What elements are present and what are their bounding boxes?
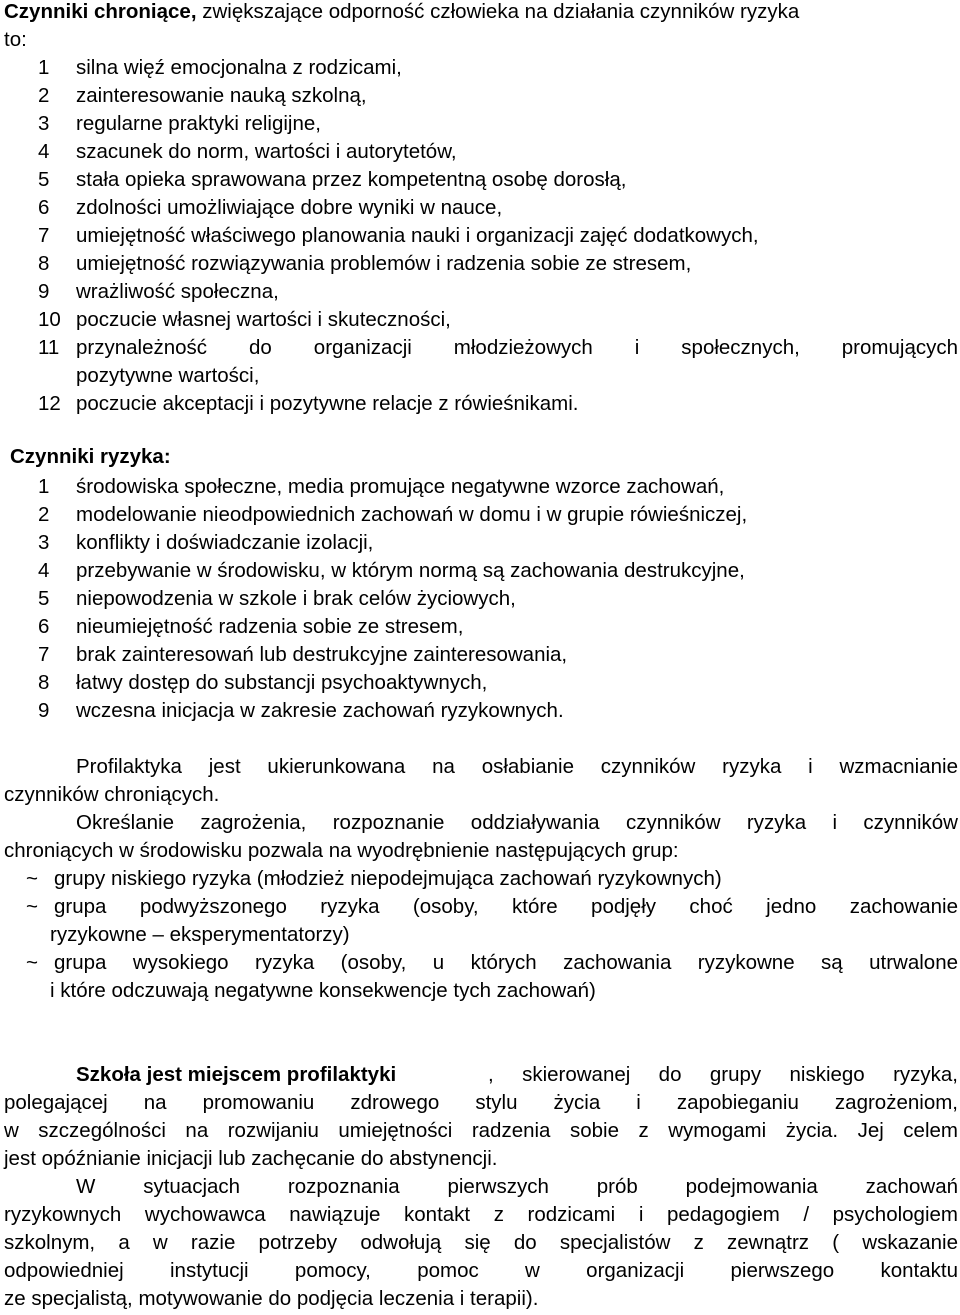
protective-item-text: zainteresowanie nauką szkolną,	[76, 84, 367, 107]
protective-item-number: 7	[38, 224, 50, 247]
risk-item-text: nieumiejętność radzenia sobie ze stresem,	[76, 615, 464, 638]
protective-item-number: 3	[38, 112, 50, 135]
protective-item-text: umiejętność rozwiązywania problemów i radzenia sobie ze stresem,	[76, 252, 692, 275]
protective-item-text: zdolności umożliwiające dobre wyniki w nauce,	[76, 196, 503, 219]
school-line1-rest: , skierowanej do grupy niskiego ryzyka,	[488, 1063, 958, 1086]
school-line4: jest opóźnianie inicjacji lub zachęcanie do abstynencji.	[4, 1147, 498, 1170]
protective-item-number: 4	[38, 140, 50, 163]
protective-heading	[4, 0, 799, 26]
protective-item-number: 10	[38, 308, 61, 331]
risk-item-number: 6	[38, 615, 50, 638]
protective-heading-rest: zwiększające odporność człowieka na działania czynników ryzyka	[196, 0, 800, 23]
protective-item-text: regularne praktyki religijne,	[76, 112, 321, 135]
prophylaxis-p1-line1: Profilaktyka jest ukierunkowana na osłabianie czynników ryzyka i wzmacnianie	[76, 755, 958, 778]
protective-item-text: wrażliwość społeczna,	[76, 280, 279, 303]
protective-heading-cont: to:	[4, 28, 27, 51]
risk-item-number: 5	[38, 587, 50, 610]
risk-item-number: 2	[38, 503, 50, 526]
risk-heading: Czynniki ryzyka:	[10, 445, 171, 468]
group-elevated-risk-cont: ryzykowne – eksperymentatorzy)	[50, 923, 350, 946]
protective-item-number: 1	[38, 56, 50, 79]
school-line3: w szczególności na rozwijaniu umiejętności radzenia sobie z wymogami życia. Jej celem	[4, 1119, 958, 1142]
prophylaxis-p2-line1: Określanie zagrożenia, rozpoznanie oddziaływania czynników ryzyka i czynników	[76, 811, 958, 834]
protective-item-text: stała opieka sprawowana przez kompetentną osobę dorosłą,	[76, 168, 627, 191]
risk-item-text: przebywanie w środowisku, w którym normą są zachowania destrukcyjne,	[76, 559, 745, 582]
group-low-risk: grupy niskiego ryzyka (młodzież niepodejmująca zachowań ryzykownych)	[54, 867, 722, 890]
protective-item-text: szacunek do norm, wartości i autorytetów,	[76, 140, 457, 163]
prophylaxis-p2-line2: chroniących w środowisku pozwala na wyodrębnienie następujących grup:	[4, 839, 679, 862]
school-p2-line2: ryzykownych wychowawca nawiązuje kontakt z rodzicami i pedagogiem / psychologiem	[4, 1203, 958, 1226]
risk-item-text: brak zainteresowań lub destrukcyjne zainteresowania,	[76, 643, 568, 666]
risk-item-number: 7	[38, 643, 50, 666]
risk-item-text: modelowanie nieodpowiednich zachowań w domu i w grupie rówieśniczej,	[76, 503, 748, 526]
risk-item-text: środowiska społeczne, media promujące negatywne wzorce zachowań,	[76, 475, 725, 498]
school-line2: polegającej na promowaniu zdrowego stylu życia i zapobieganiu zagrożeniom,	[4, 1091, 958, 1114]
risk-item-number: 1	[38, 475, 50, 498]
protective-heading-bold: Czynniki chroniące,	[4, 0, 197, 23]
risk-item-text: konflikty i doświadczanie izolacji,	[76, 531, 374, 554]
risk-item-number: 8	[38, 671, 50, 694]
protective-item-text-cont: pozytywne wartości,	[76, 364, 260, 387]
school-p2-line1: W sytuacjach rozpoznania pierwszych prób podejmowania zachowań	[76, 1175, 958, 1198]
protective-item-text: umiejętność właściwego planowania nauki i organizacji zajęć dodatkowych,	[76, 224, 759, 247]
school-line1	[76, 1061, 958, 1089]
risk-item-number: 4	[38, 559, 50, 582]
group-mark: ~	[26, 951, 38, 974]
protective-item-number: 5	[38, 168, 50, 191]
school-p2-line4: odpowiedniej instytucji pomocy, pomoc w organizacji pierwszego kontaktu	[4, 1259, 958, 1282]
group-elevated-risk: grupa podwyższonego ryzyka (osoby, które podjęły choć jedno zachowanie	[54, 895, 958, 918]
group-mark: ~	[26, 895, 38, 918]
risk-item-number: 3	[38, 531, 50, 554]
risk-item-text: niepowodzenia w szkole i brak celów życiowych,	[76, 587, 516, 610]
school-p2-line3: szkolnym, a w razie potrzeby odwołują się do specjalistów z zewnątrz ( wskazanie	[4, 1231, 958, 1254]
protective-item-text: silna więź emocjonalna z rodzicami,	[76, 56, 402, 79]
protective-item-number: 2	[38, 84, 50, 107]
group-high-risk: grupa wysokiego ryzyka (osoby, u których zachowania ryzykowne są utrwalone	[54, 951, 958, 974]
protective-item-number: 8	[38, 252, 50, 275]
protective-item-text: poczucie akceptacji i pozytywne relacje z rówieśnikami.	[76, 392, 579, 415]
protective-item-number: 12	[38, 392, 61, 415]
protective-item-text: przynależność do organizacji młodzieżowych i społecznych, promujących	[76, 336, 958, 359]
protective-item-number: 6	[38, 196, 50, 219]
school-p2-line5: ze specjalistą, motywowanie do podjęcia leczenia i terapii).	[4, 1287, 539, 1310]
group-high-risk-cont: i które odczuwają negatywne konsekwencje tych zachowań)	[50, 979, 596, 1002]
risk-item-text: łatwy dostęp do substancji psychoaktywnych,	[76, 671, 488, 694]
prophylaxis-p1-line2: czynników chroniących.	[4, 783, 220, 806]
protective-item-text: poczucie własnej wartości i skuteczności,	[76, 308, 451, 331]
risk-item-text: wczesna inicjacja w zakresie zachowań ryzykownych.	[76, 699, 564, 722]
school-bold-lead: Szkoła jest miejscem profilaktyki	[76, 1063, 397, 1086]
protective-item-number: 9	[38, 280, 50, 303]
group-mark: ~	[26, 867, 38, 890]
risk-item-number: 9	[38, 699, 50, 722]
protective-item-number: 11	[38, 336, 60, 359]
